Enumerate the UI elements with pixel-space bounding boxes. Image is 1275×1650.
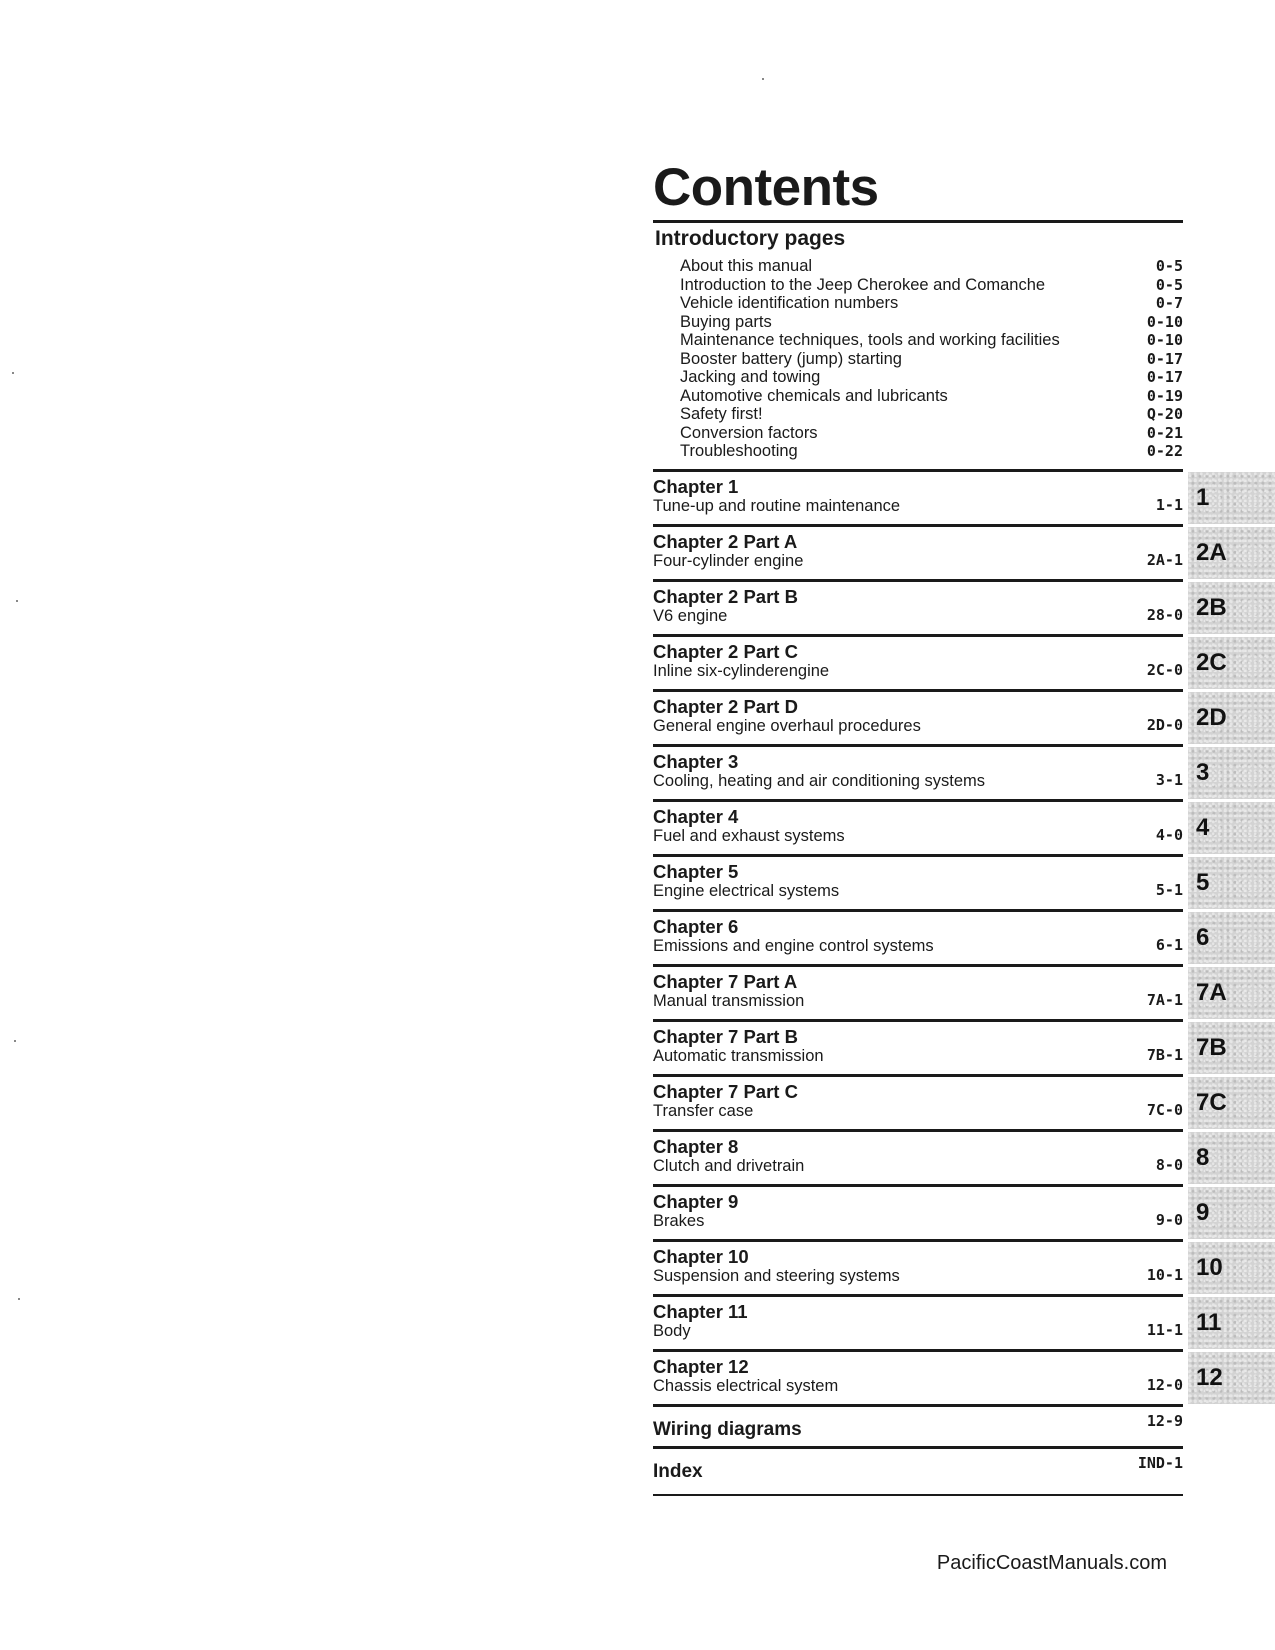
chapter-entry <box>653 469 1210 524</box>
chapter-entry <box>653 799 1210 854</box>
chapter-tab: 2C <box>1188 637 1275 689</box>
chapter-page: 3-1 <box>1155 770 1183 789</box>
intro-item-page: 0-19 <box>1146 386 1183 405</box>
intro-item-label: Troubleshooting <box>680 442 798 460</box>
intro-item <box>680 294 1183 313</box>
page-title: Contents <box>653 158 879 217</box>
chapter-tab: 2B <box>1188 582 1275 634</box>
chapter-title: Chapter 6 <box>653 915 739 937</box>
chapter-title: Chapter 10 <box>653 1245 749 1267</box>
tail-title: Index <box>653 1460 703 1482</box>
intro-item-label: Booster battery (jump) starting <box>680 349 902 368</box>
chapter-title: Chapter 8 <box>653 1135 739 1157</box>
chapter-entry <box>653 634 1227 689</box>
chapter-tab: 5 <box>1188 857 1275 909</box>
chapter-title: Chapter 7 Part C <box>653 1080 798 1102</box>
chapter-tab: 7B <box>1188 1022 1275 1074</box>
chapter-tab: 7A <box>1188 967 1275 1019</box>
chapter-subtitle: Inline six-cylinderengine <box>653 661 830 680</box>
chapter-subtitle: Clutch and drivetrain <box>653 1156 805 1175</box>
intro-item-page: 0-17 <box>1146 349 1183 368</box>
scan-speck <box>762 78 764 80</box>
chapter-page: 6-1 <box>1155 935 1183 954</box>
chapter-title: Chapter 12 <box>653 1355 749 1377</box>
intro-list <box>653 257 1183 461</box>
chapter-subtitle: Fuel and exhaust systems <box>653 826 845 845</box>
tail-page: IND-1 <box>1137 1453 1183 1472</box>
chapter-subtitle: Engine electrical systems <box>653 881 840 900</box>
chapter-entry <box>653 1349 1223 1404</box>
chapter-title: Chapter 4 <box>653 805 739 827</box>
chapter-subtitle: Cooling, heating and air conditioning systems <box>653 771 986 790</box>
intro-item-label: Introduction to the Jeep Cherokee and Comanche <box>680 275 1046 294</box>
chapter-page: 10-1 <box>1146 1265 1183 1284</box>
chapter-title: Chapter 5 <box>653 860 739 882</box>
chapter-page: 2A-1 <box>1146 550 1183 569</box>
index-entry <box>653 1446 1183 1488</box>
intro-item-page: 0-10 <box>1146 331 1183 349</box>
intro-item-page: 0-10 <box>1146 312 1183 331</box>
intro-item-page: 0-7 <box>1155 294 1183 312</box>
chapter-title: Chapter 2 Part A <box>653 530 798 552</box>
intro-item <box>680 387 1183 406</box>
chapter-title: Chapter 2 Part B <box>653 585 798 607</box>
scan-speck <box>18 1298 20 1300</box>
intro-item-page: 0-17 <box>1146 368 1183 386</box>
chapter-page: 7C-0 <box>1146 1100 1183 1119</box>
chapter-subtitle: Manual transmission <box>653 991 805 1010</box>
chapter-page: 5-1 <box>1155 880 1183 899</box>
chapter-subtitle: Four-cylinder engine <box>653 551 804 570</box>
chapter-entry <box>653 909 1210 964</box>
intro-item-label: About this manual <box>680 257 813 275</box>
chapter-subtitle: Automatic transmission <box>653 1046 824 1065</box>
chapter-title: Chapter 2 Part C <box>653 640 798 662</box>
chapter-page: 28-0 <box>1146 605 1183 624</box>
chapter-title: Chapter 9 <box>653 1190 739 1212</box>
chapter-page: 11-1 <box>1146 1320 1183 1339</box>
chapter-entry <box>653 1074 1227 1129</box>
tail-title: Wiring diagrams <box>653 1418 802 1440</box>
intro-item <box>680 331 1183 350</box>
intro-item <box>680 257 1183 276</box>
chapter-entry <box>653 1129 1210 1184</box>
chapter-subtitle: Brakes <box>653 1211 705 1230</box>
intro-item <box>680 405 1183 424</box>
tail-page: 12-9 <box>1146 1411 1183 1430</box>
chapter-page: 4-0 <box>1155 825 1183 844</box>
scan-speck <box>12 372 14 374</box>
chapter-entry <box>653 1239 1223 1294</box>
intro-item-label: Vehicle identification numbers <box>680 294 899 312</box>
chapter-page: 2D-0 <box>1146 715 1183 734</box>
chapter-tab: 8 <box>1188 1132 1275 1184</box>
intro-item-label: Safety first! <box>680 405 763 423</box>
intro-item-label: Buying parts <box>680 312 772 331</box>
intro-item <box>680 424 1183 443</box>
intro-item-page: 0-21 <box>1146 423 1183 442</box>
chapter-title: Chapter 2 Part D <box>653 695 798 717</box>
intro-item <box>680 442 1183 461</box>
chapter-subtitle: General engine overhaul procedures <box>653 716 921 735</box>
chapter-page: 12-0 <box>1146 1375 1183 1394</box>
chapter-entry <box>653 689 1227 744</box>
intro-item-label: Automotive chemicals and lubricants <box>680 386 948 405</box>
chapter-page: 8-0 <box>1155 1155 1183 1174</box>
chapter-subtitle: Transfer case <box>653 1101 754 1120</box>
intro-item-label: Maintenance techniques, tools and working facilities <box>680 331 1060 349</box>
scan-speck <box>16 600 18 602</box>
intro-item-page: Q-20 <box>1146 405 1183 423</box>
chapter-entry <box>653 1294 1222 1349</box>
chapter-tab: 2A <box>1188 527 1275 579</box>
title-rule <box>653 220 1183 223</box>
contents-column <box>653 158 1227 1496</box>
chapter-tab: 4 <box>1188 802 1275 854</box>
chapter-tab: 3 <box>1188 747 1275 799</box>
chapter-entry <box>653 579 1227 634</box>
chapter-page: 1-1 <box>1155 495 1183 514</box>
chapter-entry <box>653 524 1227 579</box>
chapter-title: Chapter 1 <box>653 475 739 497</box>
chapter-subtitle: Emissions and engine control systems <box>653 936 934 955</box>
chapter-title: Chapter 7 Part A <box>653 970 798 992</box>
chapter-subtitle: Body <box>653 1321 691 1340</box>
chapter-entry <box>653 744 1210 799</box>
chapter-tab: 10 <box>1188 1242 1275 1294</box>
chapter-entry <box>653 854 1210 909</box>
chapter-page: 7B-1 <box>1146 1045 1183 1064</box>
intro-item <box>680 276 1183 295</box>
chapter-tab: 2D <box>1188 692 1275 744</box>
intro-item-page: 0-5 <box>1155 275 1183 294</box>
footer-website: PacificCoastManuals.com <box>936 1552 1167 1574</box>
intro-item-label: Conversion factors <box>680 423 818 442</box>
chapter-entry <box>653 1184 1210 1239</box>
chapter-tab: 12 <box>1188 1352 1275 1404</box>
chapter-page: 9-0 <box>1155 1210 1183 1229</box>
chapter-subtitle: V6 engine <box>653 606 728 625</box>
intro-item <box>680 350 1183 369</box>
chapter-tab: 1 <box>1188 472 1275 524</box>
chapter-tab: 7C <box>1188 1077 1275 1129</box>
final-rule <box>653 1494 1183 1496</box>
intro-heading: Introductory pages <box>655 227 846 250</box>
chapter-entry <box>653 1019 1227 1074</box>
chapter-subtitle: Tune-up and routine maintenance <box>653 496 901 515</box>
chapter-tab: 11 <box>1188 1297 1275 1349</box>
chapter-page: 7A-1 <box>1146 990 1183 1009</box>
intro-item-page: 0-5 <box>1155 257 1183 275</box>
intro-item <box>680 368 1183 387</box>
chapter-tab: 6 <box>1188 912 1275 964</box>
wiring-diagrams-entry <box>653 1404 1183 1446</box>
intro-item-label: Jacking and towing <box>680 368 821 386</box>
scan-speck <box>14 1040 16 1042</box>
chapter-subtitle: Chassis electrical system <box>653 1376 839 1395</box>
chapter-title: Chapter 11 <box>653 1300 748 1322</box>
chapter-entry <box>653 964 1227 1019</box>
chapter-subtitle: Suspension and steering systems <box>653 1266 900 1285</box>
chapter-title: Chapter 3 <box>653 750 739 772</box>
intro-item-page: 0-22 <box>1146 442 1183 460</box>
chapter-title: Chapter 7 Part B <box>653 1025 798 1047</box>
intro-item <box>680 313 1183 332</box>
chapter-tab: 9 <box>1188 1187 1275 1239</box>
chapter-page: 2C-0 <box>1146 660 1183 679</box>
